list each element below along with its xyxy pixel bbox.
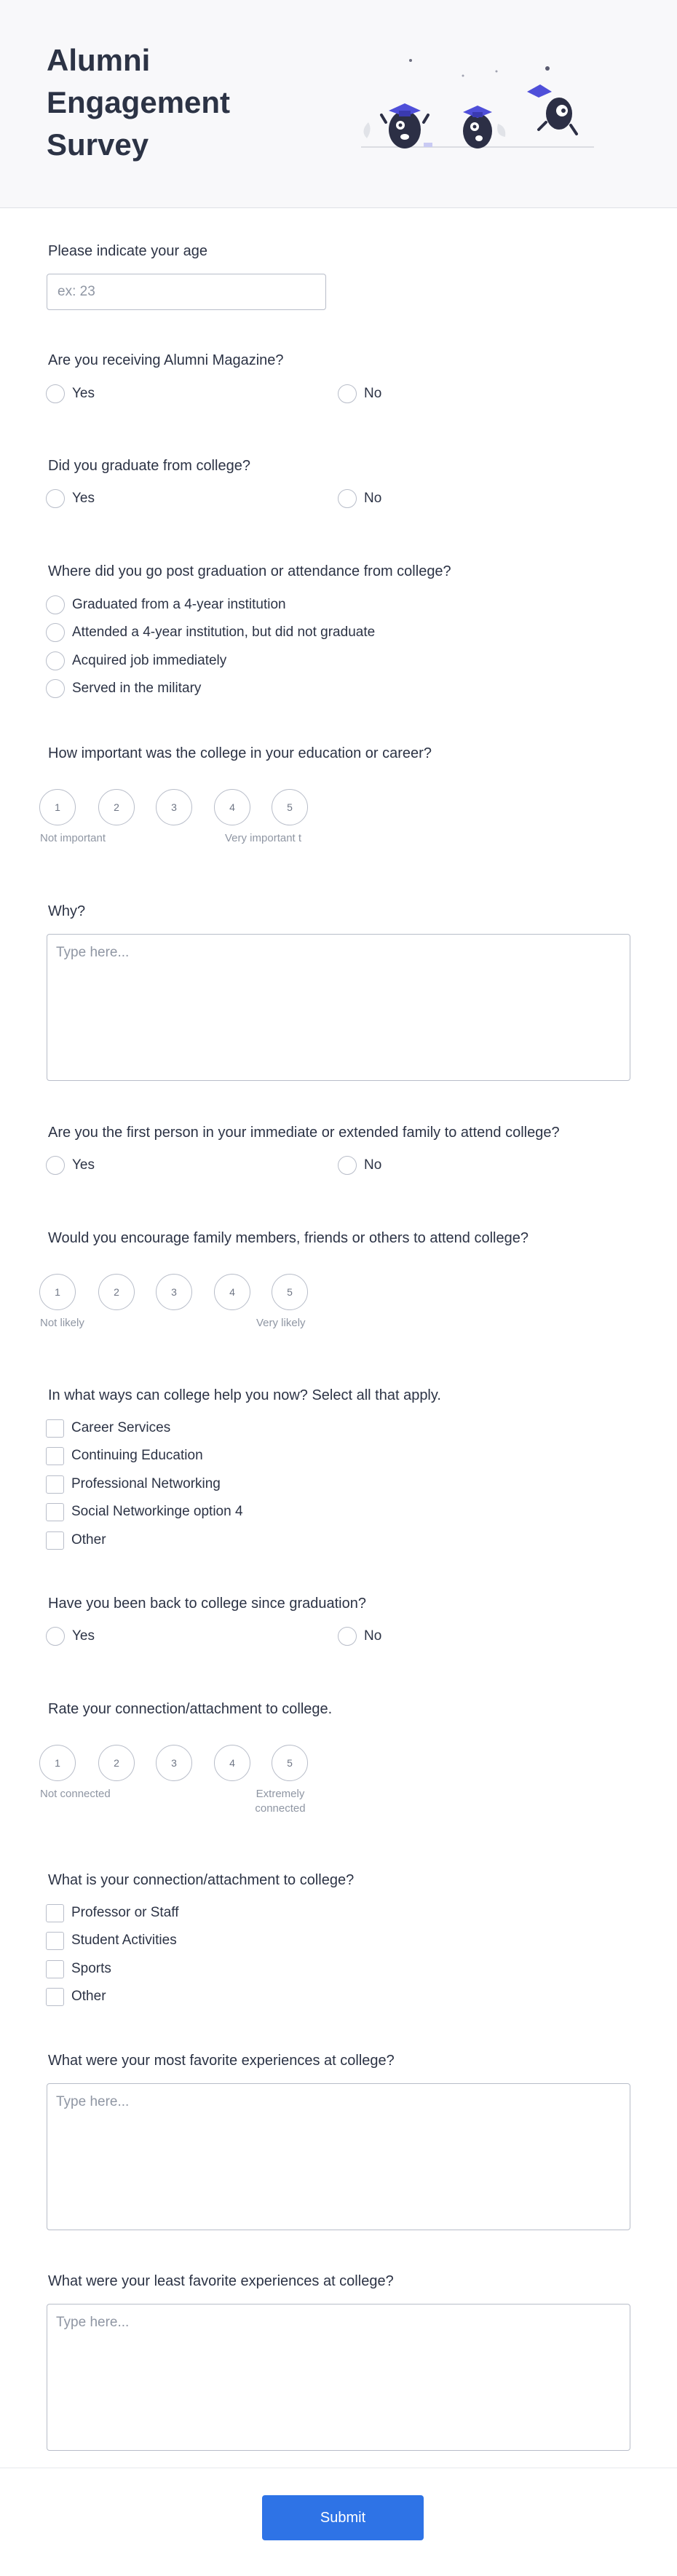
option-label: Yes [72, 386, 95, 401]
importance-scale-5[interactable]: 5 [272, 789, 308, 825]
encourage-scale-4[interactable]: 4 [214, 1274, 250, 1310]
form-title: Alumni Engagement Survey [47, 43, 231, 162]
importance-scale-1[interactable]: 1 [39, 789, 76, 825]
post-grad-option-3[interactable] [46, 651, 226, 671]
radio-button[interactable] [46, 679, 65, 698]
option-label: Career Services [71, 1420, 171, 1435]
post-grad-option-4[interactable] [46, 678, 201, 699]
encourage-scale-1[interactable]: 1 [39, 1274, 76, 1310]
radio-button[interactable] [338, 384, 357, 403]
submit-button[interactable]: Submit [262, 2495, 424, 2540]
connection-scale-5[interactable]: 5 [272, 1745, 308, 1781]
first-person-question-label: Are you the first person in your immediate or extended family to attend college? [48, 1125, 560, 1141]
radio-button[interactable] [46, 1156, 65, 1175]
connection-kind-option-3[interactable] [46, 1959, 111, 1979]
option-label: Yes [72, 1628, 95, 1644]
option-label: Graduated from a 4-year institution [72, 597, 286, 612]
help-now-option-1[interactable] [46, 1418, 170, 1438]
option-label: No [364, 1157, 382, 1173]
help-now-question-label: In what ways can college help you now? Select all that apply. [48, 1387, 441, 1403]
radio-button[interactable] [46, 651, 65, 670]
magazine-yes-option[interactable] [46, 384, 95, 404]
connection-kind-option-4[interactable] [46, 1986, 106, 2007]
been-back-yes-option[interactable] [46, 1626, 95, 1646]
encourage-high-caption: Very likely [256, 1317, 306, 1329]
connection-kind-question-label: What is your connection/attachment to college? [48, 1872, 355, 1888]
option-label: Professor or Staff [71, 1905, 179, 1920]
checkbox[interactable] [46, 1503, 64, 1521]
encourage-scale-3[interactable]: 3 [156, 1274, 192, 1310]
connection-kind-option-2[interactable] [46, 1930, 177, 1951]
graduate-no-option[interactable] [338, 488, 381, 509]
radio-button[interactable] [338, 1627, 357, 1646]
least-favorite-textarea[interactable] [47, 2304, 630, 2451]
graduation-mascots-illustration [354, 49, 601, 159]
option-label: Continuing Education [71, 1448, 203, 1463]
help-now-option-4[interactable] [46, 1502, 243, 1522]
radio-button[interactable] [46, 384, 65, 403]
option-label: Other [71, 1989, 106, 2004]
post-grad-option-2[interactable] [46, 622, 375, 643]
connection-kind-option-1[interactable] [46, 1903, 179, 1923]
why-question-label: Why? [48, 903, 86, 919]
been-back-question-label: Have you been back to college since graduation? [48, 1596, 366, 1612]
importance-scale-4[interactable]: 4 [214, 789, 250, 825]
option-label: Acquired job immediately [72, 653, 227, 668]
option-label: Social Networkinge option 4 [71, 1504, 243, 1519]
option-label: No [364, 1628, 382, 1644]
connection-rate-question-label: Rate your connection/attachment to college. [48, 1701, 333, 1717]
option-label: Yes [72, 491, 95, 506]
option-label: Sports [71, 1961, 111, 1976]
encourage-question-label: Would you encourage family members, friends or others to attend college? [48, 1230, 528, 1246]
option-label: Student Activities [71, 1933, 177, 1948]
encourage-low-caption: Not likely [40, 1317, 84, 1329]
checkbox[interactable] [46, 1447, 64, 1465]
been-back-no-option[interactable] [338, 1626, 381, 1646]
most-favorite-question-label: What were your most favorite experiences at college? [48, 2053, 395, 2069]
option-label: Professional Networking [71, 1476, 221, 1491]
help-now-option-3[interactable] [46, 1474, 221, 1494]
connection-scale-2[interactable]: 2 [98, 1745, 135, 1781]
checkbox[interactable] [46, 1960, 64, 1978]
help-now-option-2[interactable] [46, 1446, 203, 1466]
magazine-no-option[interactable] [338, 384, 381, 404]
first-person-yes-option[interactable] [46, 1155, 95, 1176]
connection-scale-3[interactable]: 3 [156, 1745, 192, 1781]
checkbox[interactable] [46, 1419, 64, 1438]
radio-button[interactable] [338, 489, 357, 508]
magazine-question-label: Are you receiving Alumni Magazine? [48, 352, 284, 368]
first-person-no-option[interactable] [338, 1155, 381, 1176]
radio-button[interactable] [46, 1627, 65, 1646]
checkbox[interactable] [46, 1988, 64, 2006]
post-grad-option-1[interactable] [46, 595, 286, 615]
least-favorite-question-label: What were your least favorite experiences at college? [48, 2273, 394, 2289]
checkbox[interactable] [46, 1904, 64, 1922]
checkbox[interactable] [46, 1932, 64, 1950]
connection-scale-1[interactable]: 1 [39, 1745, 76, 1781]
importance-low-caption: Not important [40, 832, 106, 844]
connection-high-caption: Extremely connected [255, 1788, 306, 1815]
radio-button[interactable] [46, 489, 65, 508]
option-label: No [364, 491, 382, 506]
option-label: Attended a 4-year institution, but did not graduate [72, 625, 376, 640]
importance-high-caption: Very important t [225, 832, 302, 844]
checkbox[interactable] [46, 1475, 64, 1494]
post-grad-question-label: Where did you go post graduation or attendance from college? [48, 563, 451, 579]
age-input[interactable] [47, 274, 326, 310]
radio-button[interactable] [46, 623, 65, 642]
form-header [0, 0, 677, 208]
age-question-label: Please indicate your age [48, 243, 208, 259]
option-label: Other [71, 1532, 106, 1547]
option-label: Yes [72, 1157, 95, 1173]
radio-button[interactable] [46, 595, 65, 614]
why-textarea[interactable] [47, 934, 630, 1081]
checkbox[interactable] [46, 1531, 64, 1550]
importance-scale-3[interactable]: 3 [156, 789, 192, 825]
connection-low-caption: Not connected [40, 1788, 111, 1800]
importance-question-label: How important was the college in your education or career? [48, 745, 432, 761]
help-now-option-5[interactable] [46, 1530, 106, 1550]
option-label: No [364, 386, 382, 401]
encourage-scale-2[interactable]: 2 [98, 1274, 135, 1310]
graduate-yes-option[interactable] [46, 488, 95, 509]
most-favorite-textarea[interactable] [47, 2083, 630, 2230]
importance-scale-2[interactable]: 2 [98, 789, 135, 825]
connection-scale-4[interactable]: 4 [214, 1745, 250, 1781]
graduate-question-label: Did you graduate from college? [48, 458, 250, 474]
encourage-scale-5[interactable]: 5 [272, 1274, 308, 1310]
option-label: Served in the military [72, 681, 202, 696]
radio-button[interactable] [338, 1156, 357, 1175]
